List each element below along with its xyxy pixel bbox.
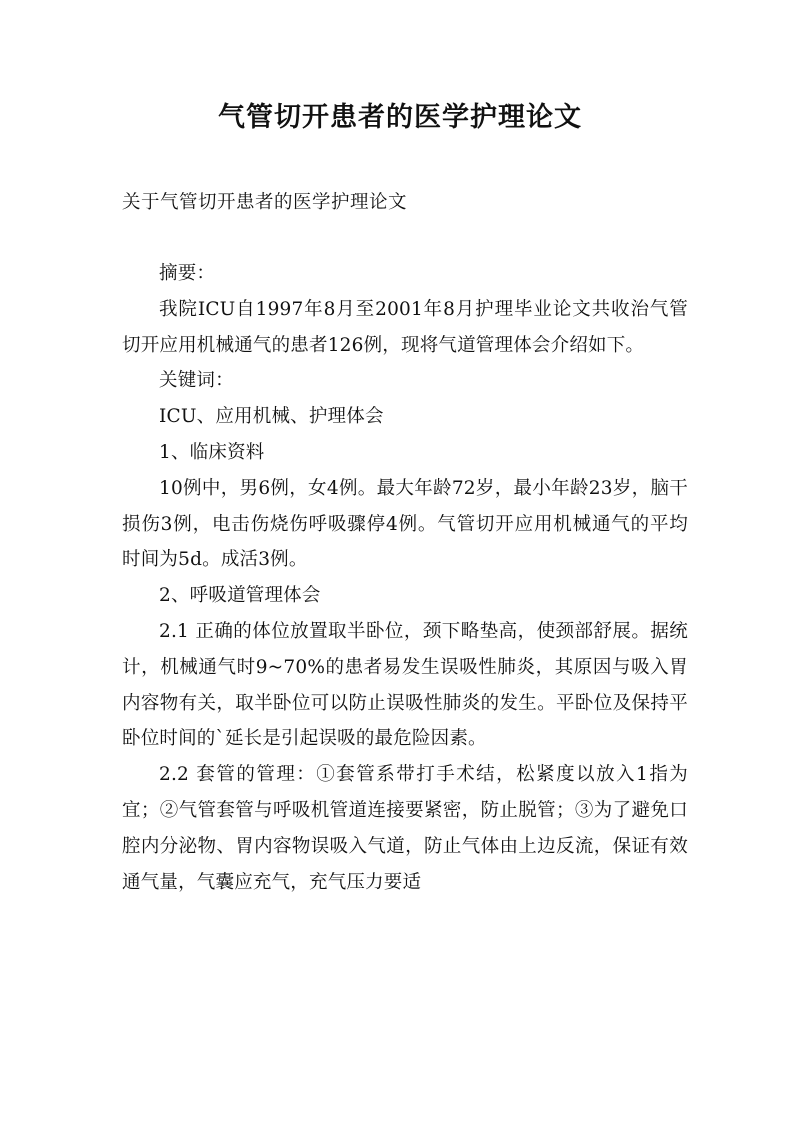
document-body [122, 256, 688, 900]
section-2-1-paragraph: 2.1 正确的体位放置取半卧位，颈下略垫高，使颈部舒展。据统计，机械通气时9~70%的患者易发生误吸性肺炎，其原因与吸入胃内容物有关，取半卧位可以防止误吸性肺炎的发生。平卧位及保持平卧位时间的`延长是引起误吸的最危险因素。 [122, 620, 688, 750]
section-2-heading: 2、呼吸道管理体会 [159, 585, 321, 607]
section-1-paragraph: 10例中，男6例，女4例。最大年龄72岁，最小年龄23岁，脑干损伤3例，电击伤烧伤呼吸骤停4例。气管切开应用机械通气的平均时间为5d。成活3例。 [122, 477, 688, 571]
section-2-2-paragraph: 2.2 套管的管理：①套管系带打手术结，松紧度以放入1指为宜；②气管套管与呼吸机管道连接要紧密，防止脱管；③为了避免口腔内分泌物、胃内容物误吸入气道，防止气体由上边反流，保证有效通气量，气囊应充气，充气压力要适 [122, 764, 688, 893]
document-title: 气管切开患者的医学护理论文 [218, 102, 582, 133]
abstract-heading: 摘要： [159, 263, 216, 284]
keywords-text: ICU、应用机械、护理体会 [159, 406, 384, 428]
abstract-paragraph: 我院ICU自1997年8月至2001年8月护理毕业论文共收治气管切开应用机械通气的患者126例，现将气道管理体会介绍如下。 [122, 298, 688, 356]
section-1-heading: 1、临床资料 [159, 441, 265, 463]
keywords-heading: 关键词： [159, 370, 234, 392]
document-subtitle: 关于气管切开患者的医学护理论文 [122, 192, 408, 213]
